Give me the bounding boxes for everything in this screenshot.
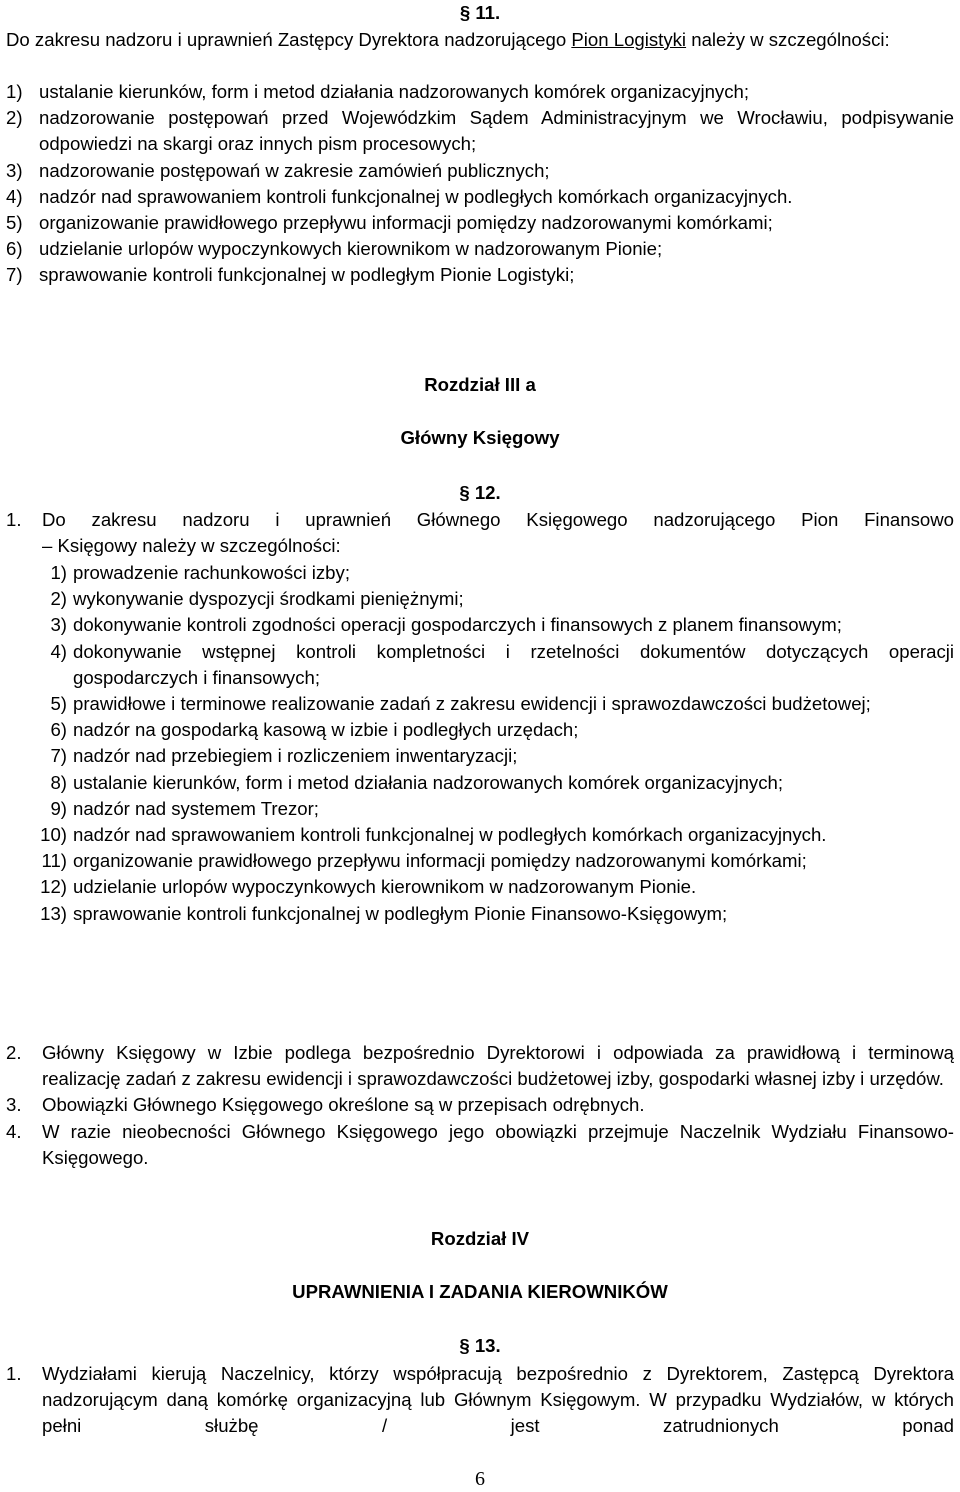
section-11-list [6,79,954,289]
para-text: Do zakresu nadzoru i uprawnień Głównego Księgowego nadzorującego Pion Finansowo [42,509,954,530]
list-item [6,184,954,210]
list-item [6,901,954,927]
item-text: dokonywanie wstępnej kontroli kompletności i rzetelności dokumentów dotyczących operacji gospodarczych i finansowych; [73,640,954,688]
item-number: 3) [6,159,23,181]
item-number: 2) [50,588,67,610]
item-text: ustalanie kierunków, form i metod działania nadzorowanych komórek organizacyjnych; [39,81,750,102]
item-number: 12) [40,876,67,898]
list-item [6,79,954,105]
intro-text-end: należy w szczególności: [686,29,890,50]
item-number: 3) [50,614,67,636]
pion-logistyki-underlined: Pion Logistyki [571,29,687,50]
paragraph [6,1119,954,1171]
section-13-para-1 [6,1361,954,1440]
item-text: udzielanie urlopów wypoczynkowych kierownikom w nadzorowanym Pionie; [39,238,663,260]
list-item [6,822,954,848]
section-number: § 13. [459,1335,501,1356]
section-number: § 11. [459,2,501,23]
list-item [6,770,954,796]
list-item [6,262,954,288]
item-number: 2) [6,107,23,129]
item-number: 7) [50,745,67,767]
item-text: organizowanie prawidłowego przepływu informacji pomiędzy nadzorowanymi komórkami; [39,212,773,234]
para-number: 2. [6,1042,22,1063]
section-12-para-1 [6,507,954,559]
list-item [6,236,954,262]
section-11-heading [6,0,954,26]
item-text: sprawowanie kontroli funkcjonalnej w podległym Pionie Logistyki; [39,264,575,286]
item-number: 6) [50,719,67,741]
list-item [6,743,954,769]
para-number: 3. [6,1094,22,1116]
para-number: 1. [6,1363,22,1384]
chapter-heading: Rozdział IV [430,1228,530,1249]
intro-text: Do zakresu nadzoru i uprawnień Zastępcy Dyrektora nadzorującego [6,29,572,50]
item-number: 4) [50,640,67,662]
section-12-paras [6,1040,954,1171]
chapter-heading: Rozdział III a [424,374,536,395]
chapter-subtitle: Główny Księgowy [400,427,560,448]
section-number: § 12. [459,482,501,503]
item-text: nadzór nad sprawowaniem kontroli funkcjonalnej w podległych komórkach organizacyjnych. [73,824,827,846]
item-text: udzielanie urlopów wypoczynkowych kierownikom w nadzorowanym Pionie. [73,876,697,898]
chapter-subtitle: UPRAWNIENIA I ZADANIA KIEROWNIKÓW [292,1281,668,1302]
item-number: 1) [6,81,23,102]
para-text: Główny Księgowy w Izbie podlega bezpośrednio Dyrektorowi i odpowiada za prawidłową i terminową realizację zadań z zakresu ewidencji i sprawozdawczości budżetowej izby, gospodarki własnej izby i urzędów. [42,1042,954,1090]
item-text: prowadzenie rachunkowości izby; [73,562,350,583]
item-number: 10) [40,824,67,846]
item-text: nadzorowanie postępowań w zakresie zamówień publicznych; [39,159,550,181]
item-number: 8) [50,771,67,793]
para-text: Wydziałami kierują Naczelnicy, którzy współpracują bezpośrednio z Dyrektorem, Zastępcą Dyrektora nadzorującym daną komórkę organizacyjną lub Głównym Księgowym. W przypadku Wydziałów, w których pełni służbę / jest zatrudnionych ponad [42,1363,954,1437]
item-text: prawidłowe i terminowe realizowanie zadań z zakresu ewidencji i sprawozdawczości budżetowej; [73,693,871,715]
item-text: wykonywanie dyspozycji środkami pieniężnymi; [73,588,464,610]
item-number: 4) [6,185,23,207]
section-11-intro [6,27,954,53]
para-text-cont: – Księgowy należy w szczególności: [42,535,341,557]
list-item [6,717,954,743]
item-text: ustalanie kierunków, form i metod działania nadzorowanych komórek organizacyjnych; [73,771,784,793]
list-item [6,586,954,612]
item-text: nadzór nad systemem Trezor; [73,797,319,819]
item-number: 1) [50,562,67,583]
list-item [6,639,954,691]
item-number: 11) [41,850,67,872]
list-item [6,796,954,822]
item-number: 5) [6,212,23,234]
item-text: organizowanie prawidłowego przepływu informacji pomiędzy nadzorowanymi komórkami; [73,850,807,872]
item-number: 9) [50,797,67,819]
item-text: nadzór na gospodarką kasową w izbie i podległych urzędach; [73,719,579,741]
item-text: nadzór nad przebiegiem i rozliczeniem inwentaryzacji; [73,745,518,767]
list-item [6,158,954,184]
item-number: 5) [50,693,67,715]
item-number: 13) [40,902,67,924]
para-text: Obowiązki Głównego Księgowego określone są w przepisach odrębnych. [42,1094,645,1116]
list-item [6,612,954,638]
paragraph [6,1092,954,1118]
item-text: nadzór nad sprawowaniem kontroli funkcjonalnej w podległych komórkach organizacyjnych. [39,185,793,207]
para-text: W razie nieobecności Głównego Księgowego jego obowiązki przejmuje Naczelnik Wydziału Finansowo-Księgowego. [42,1120,954,1168]
page-number: 6 [475,1468,485,1490]
list-item [6,210,954,236]
para-number: 4. [6,1120,22,1142]
section-12-heading [6,480,954,506]
list-item [6,848,954,874]
list-item [6,874,954,900]
para-number: 1. [6,509,22,530]
item-text: sprawowanie kontroli funkcjonalnej w podległym Pionie Finansowo-Księgowym; [73,902,728,924]
list-item [6,560,954,586]
item-text: dokonywanie kontroli zgodności operacji gospodarczych i finansowych z planem finansowym; [73,614,842,636]
item-number: 7) [6,264,23,286]
item-text: nadzorowanie postępowań przed Wojewódzkim Sądem Administracyjnym we Wrocławiu, podpisywanie odpowiedzi na skargi oraz innych pism procesowych; [39,107,954,155]
item-number: 6) [6,238,23,260]
list-item [6,105,954,157]
list-item [6,691,954,717]
section-12-list [6,560,954,927]
section-13-heading [6,1333,954,1359]
paragraph [6,1040,954,1092]
